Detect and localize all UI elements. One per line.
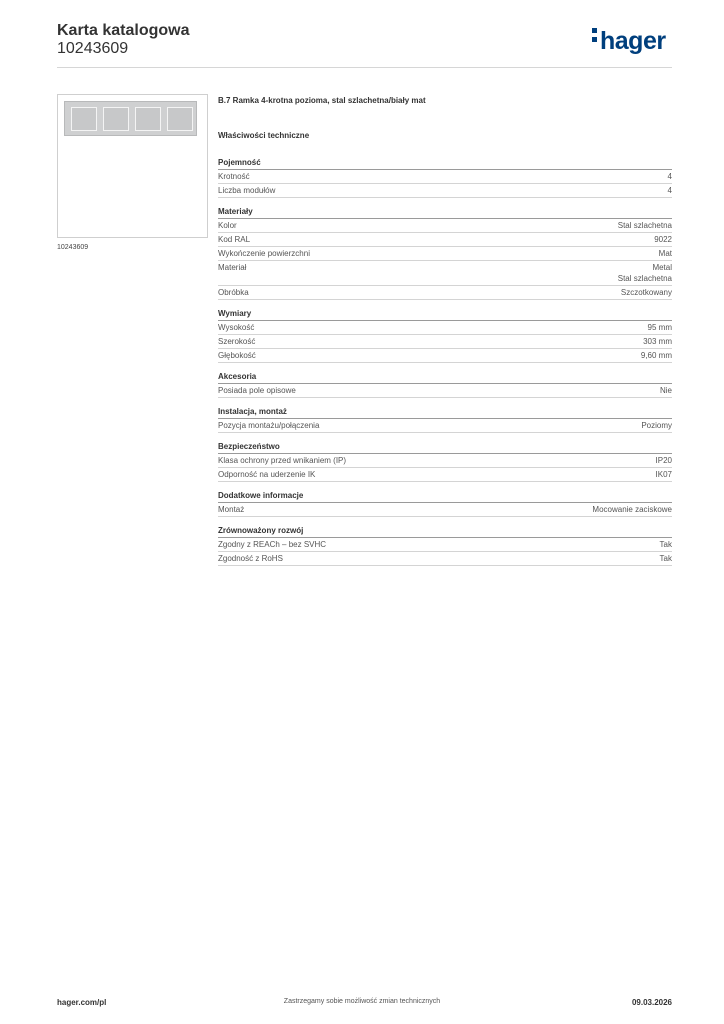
- section-title: Zrównoważony rozwój: [218, 524, 672, 538]
- property-value: [592, 504, 672, 515]
- property-value: [668, 171, 672, 182]
- property-label: Liczba modułów: [218, 186, 276, 195]
- property-value: [656, 469, 672, 480]
- property-value: [618, 220, 672, 231]
- property-label: Zgodny z REACh – bez SVHC: [218, 540, 327, 549]
- properties-list: [218, 156, 672, 573]
- property-value: [660, 553, 672, 564]
- property-section: [218, 205, 672, 300]
- property-label: Głębokość: [218, 351, 256, 360]
- footer-disclaimer: Zastrzegamy sobie możliwość zmian technicznych: [283, 998, 441, 1005]
- property-value-line: IP20: [655, 456, 672, 465]
- property-section: [218, 307, 672, 363]
- property-value-line: Stal szlachetna: [617, 274, 672, 283]
- section-title: Dodatkowe informacje: [218, 489, 672, 503]
- technical-properties-heading: Właściwości techniczne: [218, 131, 310, 140]
- property-value-line: Metal: [652, 263, 672, 272]
- footer-website: hager.com/pl: [57, 998, 107, 1007]
- property-row: [218, 349, 672, 363]
- product-code: 10243609: [57, 40, 129, 57]
- property-value: [659, 248, 672, 259]
- property-value-line: Tak: [659, 554, 672, 563]
- section-title: Materiały: [218, 205, 672, 219]
- property-label: Pozycja montażu/połączenia: [218, 421, 320, 430]
- property-label: Obróbka: [218, 288, 249, 297]
- product-image: [57, 94, 208, 238]
- property-section: [218, 405, 672, 433]
- section-title: Instalacja, montaż: [218, 405, 672, 419]
- property-row: [218, 247, 672, 261]
- property-value-line: IK07: [655, 470, 672, 479]
- property-row: [218, 384, 672, 398]
- section-title: Wymiary: [218, 307, 672, 321]
- property-row: [218, 454, 672, 468]
- property-value: [648, 322, 672, 333]
- property-value: [656, 455, 672, 466]
- four-gang-frame-icon: [64, 101, 197, 136]
- product-title: B.7 Ramka 4-krotna pozioma, stal szlachetna/biały mat: [218, 96, 426, 105]
- property-label: Wysokość: [218, 323, 255, 332]
- property-value: [618, 262, 672, 284]
- property-label: Szerokość: [218, 337, 256, 346]
- property-value: [621, 287, 672, 298]
- footer-date: 09.03.2026: [631, 998, 672, 1007]
- document-title: Karta katalogowa: [57, 22, 190, 39]
- property-value-line: Mocowanie zaciskowe: [592, 505, 672, 514]
- property-value-line: 9,60 mm: [640, 351, 672, 360]
- property-row: [218, 335, 672, 349]
- property-value: [641, 420, 672, 431]
- property-label: Zgodność z RoHS: [218, 554, 283, 563]
- property-value-line: Nie: [659, 386, 672, 395]
- property-row: [218, 261, 672, 286]
- property-section: [218, 440, 672, 482]
- logo-dots-icon: [592, 34, 598, 49]
- property-row: [218, 468, 672, 482]
- property-row: [218, 233, 672, 247]
- property-section: [218, 524, 672, 566]
- property-label: Krotność: [218, 172, 250, 181]
- property-label: Klasa ochrony przed wnikaniem (IP): [218, 456, 347, 465]
- property-label: Montaż: [218, 505, 245, 514]
- property-row: [218, 321, 672, 335]
- property-value: [660, 385, 672, 396]
- property-section: [218, 489, 672, 517]
- property-value: [660, 539, 672, 550]
- property-value: [641, 350, 672, 361]
- property-row: [218, 170, 672, 184]
- property-value-line: Tak: [659, 540, 672, 549]
- property-row: [218, 184, 672, 198]
- property-value-line: 303 mm: [643, 337, 672, 346]
- property-value: [668, 185, 672, 196]
- property-label: Materiał: [218, 263, 247, 272]
- property-value-line: 9022: [654, 235, 672, 244]
- property-label: Posiada pole opisowe: [218, 386, 296, 395]
- hager-logo: [592, 27, 666, 55]
- property-section: [218, 370, 672, 398]
- property-value-line: 4: [667, 172, 672, 181]
- property-row: [218, 219, 672, 233]
- property-value: [654, 234, 672, 245]
- property-label: Odporność na uderzenie IK: [218, 470, 316, 479]
- property-section: [218, 156, 672, 198]
- property-value-line: 95 mm: [647, 323, 672, 332]
- section-title: Akcesoria: [218, 370, 672, 384]
- property-row: [218, 419, 672, 433]
- property-value-line: Szczotkowany: [620, 288, 672, 297]
- property-value: [643, 336, 672, 347]
- property-value-line: Mat: [658, 249, 672, 258]
- logo-text: hager: [600, 27, 666, 55]
- property-row: [218, 552, 672, 566]
- header-divider: [57, 67, 672, 68]
- property-label: Kolor: [218, 221, 237, 230]
- property-value-line: Poziomy: [641, 421, 672, 430]
- section-title: Bezpieczeństwo: [218, 440, 672, 454]
- section-title: Pojemność: [218, 156, 672, 170]
- property-value-line: 4: [667, 186, 672, 195]
- property-label: Kod RAL: [218, 235, 251, 244]
- property-row: [218, 286, 672, 300]
- property-value-line: Stal szlachetna: [617, 221, 672, 230]
- property-row: [218, 538, 672, 552]
- property-row: [218, 503, 672, 517]
- property-label: Wykończenie powierzchni: [218, 249, 310, 258]
- image-caption: 10243609: [57, 244, 89, 251]
